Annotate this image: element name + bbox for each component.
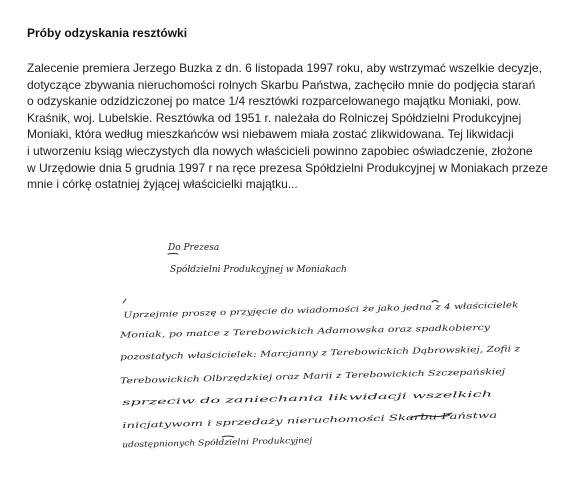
letter-line: Moniak, po matce z Terebowickich Adamowska oraz spadkobiercy [119, 324, 389, 340]
body-line: Kraśnik, woj. Lubelskie. Resztówka od 1951 r. należała do Rolniczej Spółdzielni Produkcyjnej [27, 110, 522, 125]
body-line: Moniaki, która według mieszkańców wsi niebawem miała zostać zlikwidowana. Tej likwidacji [27, 127, 514, 142]
body-line: o odzyskanie odzidziczonej po matce 1/4 resztówki rozparcelowanego majątku Moniaki, pow. [27, 94, 522, 109]
letter-line: sprzeciw do zaniechania likwidacji wszelkich [122, 393, 305, 407]
letter-line: pozostałych właścicielek: Marcjanny z Terebowickich Dąbrowskiej, Zofii z [119, 346, 420, 362]
handwritten-letter-image [110, 232, 580, 472]
body-line: Zalecenie premiera Jerzego Buzka z dn. 6 listopada 1997 roku, aby wstrzymać wszelkie decyzje, [27, 61, 542, 75]
body-line: w Urzędowie dnia 5 grudnia 1997 r na ręce prezesa Spółdzielni Produkcyjnej w Moniakach przeze [27, 160, 548, 175]
letter-line: Uprzejmie proszę o przyjęcie do wiadomości że jako jedna z 4 właścicielek [123, 302, 427, 320]
article-title: Próby odzyskania resztówki [27, 26, 188, 40]
address-line: Do Prezesa [168, 243, 220, 253]
article [27, 26, 567, 193]
handwritten-letter-scan [110, 232, 580, 472]
body-line: dotyczące zbywania nieruchomości rolnych Skarbu Państwa, zachęciło mnie do podjęcia starań [27, 77, 536, 92]
letter-line: udostępnionych Spółdzielni Produkcyjnej [122, 436, 290, 450]
body-line: i utworzeniu ksiąg wieczystych dla nowych właścicieli powinno zapobiec oświadczenie, złożone [27, 143, 533, 158]
address-line: Spółdzielni Produkcyjnej w Moniakach [170, 265, 347, 275]
article-body [27, 60, 567, 193]
body-line: mnie i córkę ostatniej żyjącej właścicielki majątku... [27, 177, 298, 192]
ink-stroke [168, 254, 178, 255]
letter-line: Terebowickich Olbrzędzkiej oraz Marii z Terebowickich Szczepańskiej [120, 369, 405, 386]
letter-line: inicjatywom i sprzedaży nieruchomości Skarbu Państwa [122, 414, 350, 431]
ink-stroke [123, 299, 438, 303]
